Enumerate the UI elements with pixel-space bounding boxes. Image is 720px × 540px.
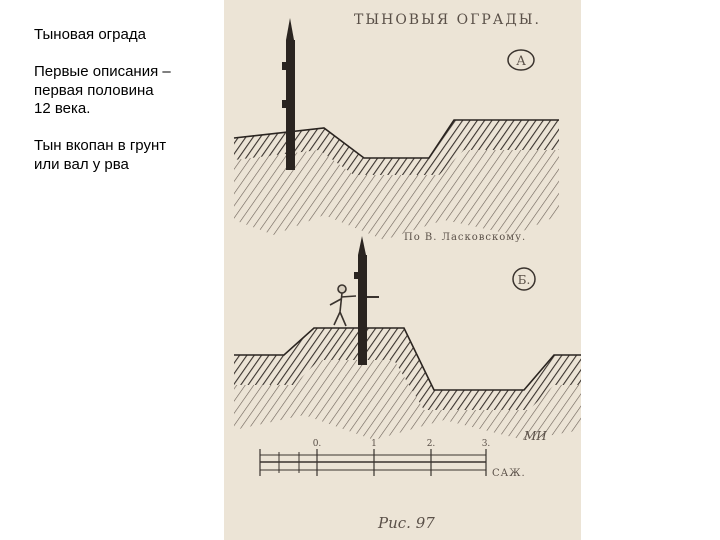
scale-tick-1: 1 (371, 439, 377, 449)
marker-b (513, 268, 535, 290)
credit-text: По В. Ласковскому. (404, 232, 527, 243)
tyn-placement-text: Тын вкопан в грунт или вал у рва (34, 137, 167, 173)
figure-heading: ТЫНОВЫЯ ОГРАДЫ. (354, 12, 541, 28)
illustration-canvas (224, 0, 581, 540)
marker-a (508, 50, 534, 70)
marker-b-label: Б. (517, 273, 531, 287)
scale-tick-2: 2. (426, 439, 436, 449)
scene-b-ground (234, 328, 581, 440)
first-descriptions-text: Первые описания – первая половина 12 века. (34, 63, 171, 117)
artist-monogram: МИ (524, 429, 547, 443)
scene-a-ground (234, 120, 559, 240)
palisade-illustration (224, 0, 581, 540)
slide-text (34, 26, 224, 193)
figure-caption: Рис. 97 (378, 514, 435, 532)
scale-tick-3: 3. (481, 439, 491, 449)
scale-bar (260, 439, 526, 479)
scale-tick-0: 0. (312, 439, 322, 449)
worker-figure (330, 285, 379, 326)
slide-title: Тыновая ограда (34, 26, 146, 43)
marker-a-label: А (516, 54, 526, 69)
scale-unit: САЖ. (492, 468, 526, 479)
